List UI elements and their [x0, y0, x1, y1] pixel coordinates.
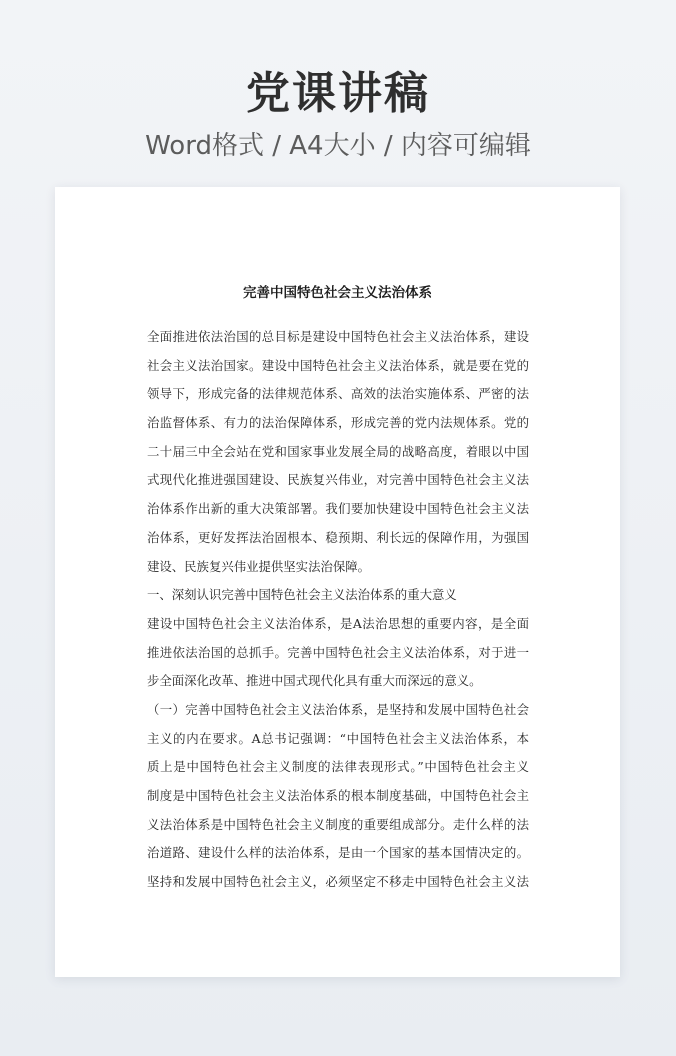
document-line: 步全面深化改革、推进中国式现代化具有重大而深远的意义。 [147, 673, 482, 689]
document-line: 治监督体系、有力的法治保障体系，形成完善的党内法规体系。党的 [147, 415, 529, 431]
document-title: 完善中国特色社会主义法治体系 [243, 285, 432, 301]
document-body [147, 323, 529, 897]
section-heading: 一、深刻认识完善中国特色社会主义法治体系的重大意义 [147, 587, 457, 603]
document-page [55, 187, 620, 977]
document-line: 式现代化推进强国建设、民族复兴伟业，对完善中国特色社会主义法 [147, 472, 529, 488]
document-line: 治道路、建设什么样的法治体系，是由一个国家的基本国情决定的。 [147, 845, 529, 861]
page-subtitle: Word格式 / A4大小 / 内容可编辑 [145, 131, 531, 161]
document-line: 领导下，形成完备的法律规范体系、高效的法治实施体系、严密的法 [147, 386, 529, 402]
document-line: 建设、民族复兴伟业提供坚实法治保障。 [147, 558, 371, 574]
document-line: （一）完善中国特色社会主义法治体系，是坚持和发展中国特色社会 [147, 701, 529, 717]
document-line: 主义的内在要求。A总书记强调：“中国特色社会主义法治体系，本 [147, 730, 529, 746]
document-line: 制度是中国特色社会主义法治体系的根本制度基础，中国特色社会主 [147, 788, 529, 803]
document-line: 二十届三中全会站在党和国家事业发展全局的战略高度，着眼以中国 [147, 443, 529, 459]
document-line: 义法治体系是中国特色社会主义制度的重要组成部分。走什么样的法 [147, 816, 529, 832]
document-line: 坚持和发展中国特色社会主义，必须坚定不移走中国特色社会主义法 [147, 874, 529, 890]
document-line: 质上是中国特色社会主义制度的法律表现形式。”中国特色社会主义 [147, 759, 529, 775]
document-line: 全面推进依法治国的总目标是建设中国特色社会主义法治体系，建设 [147, 329, 529, 344]
document-line: 治体系作出新的重大决策部署。我们要加快建设中国特色社会主义法 [147, 501, 529, 517]
page-title: 党课讲稿 [246, 68, 430, 119]
document-line: 推进依法治国的总抓手。完善中国特色社会主义法治体系，对于进一 [147, 644, 529, 660]
header [0, 62, 676, 164]
document-line: 社会主义法治国家。建设中国特色社会主义法治体系，就是要在党的 [147, 357, 529, 373]
document-line: 治体系，更好发挥法治固根本、稳预期、利长远的保障作用，为强国 [147, 529, 529, 545]
document-line: 建设中国特色社会主义法治体系，是A法治思想的重要内容，是全面 [147, 615, 529, 631]
